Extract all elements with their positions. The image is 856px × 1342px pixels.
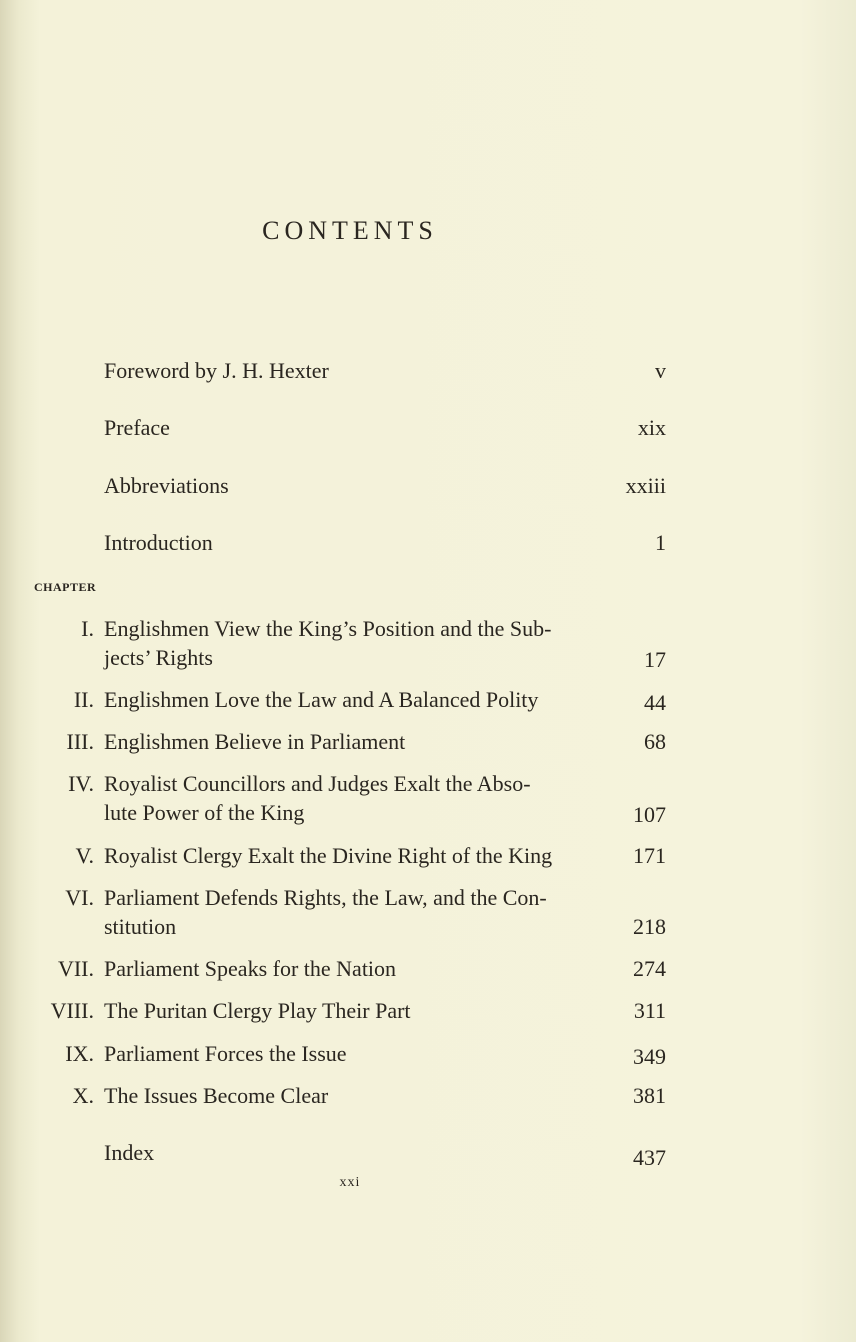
chapter-title-line1: The Puritan Clergy Play Their Part — [104, 998, 411, 1023]
toc-entry-label: Abbreviations — [104, 473, 229, 498]
toc-entry-label: Foreword by J. H. Hexter — [104, 358, 329, 383]
toc-entry-page: 437 — [633, 1145, 666, 1170]
chapter-page: 68 — [644, 729, 666, 754]
chapter-number: IX. — [65, 1041, 94, 1066]
chapter-number: V. — [75, 843, 94, 868]
chapter-page: 381 — [633, 1083, 666, 1108]
chapter-title-line2: jects’ Rights — [104, 645, 213, 670]
chapter-number: III. — [66, 729, 94, 754]
toc-entry-label: Preface — [104, 415, 170, 440]
chapter-title-line1: Parliament Forces the Issue — [104, 1041, 347, 1066]
chapter-title-line1: Englishmen Love the Law and A Balanced Polity — [104, 687, 539, 712]
chapter-page: 44 — [644, 690, 666, 715]
toc-entry-page: 1 — [655, 530, 666, 555]
chapter-title-line1: The Issues Become Clear — [104, 1083, 329, 1108]
chapter-page: 274 — [633, 956, 666, 981]
toc-entry-page: xix — [637, 415, 666, 440]
page-title: CONTENTS — [262, 216, 438, 245]
chapter-number: VII. — [57, 956, 94, 981]
toc-entry-page: v — [655, 358, 666, 383]
chapter-number: VIII. — [50, 998, 94, 1023]
toc-entry-label: Index — [104, 1140, 155, 1165]
chapter-number: VI. — [65, 885, 94, 910]
chapter-page: 171 — [633, 843, 666, 868]
chapter-title-line1: Parliament Defends Rights, the Law, and the Con- — [104, 885, 547, 910]
chapter-page: 311 — [633, 998, 666, 1023]
chapter-title-line1: Englishmen Believe in Parliament — [104, 729, 406, 754]
chapter-number: X. — [72, 1083, 94, 1108]
chapter-title-line2: lute Power of the King — [104, 800, 305, 825]
chapter-number: I. — [81, 616, 94, 641]
chapter-page: 349 — [633, 1044, 666, 1069]
chapter-title-line1: Royalist Clergy Exalt the Divine Right of the King — [104, 843, 553, 868]
chapter-page: 107 — [633, 802, 666, 827]
chapter-number: IV. — [68, 771, 94, 796]
chapter-number: II. — [73, 687, 94, 712]
chapter-title-line2: stitution — [104, 914, 177, 939]
chapter-title-line1: Englishmen View the King’s Position and the Sub- — [104, 616, 552, 641]
toc-entry-label: Introduction — [104, 530, 213, 555]
chapter-heading: CHAPTER — [34, 580, 97, 594]
chapter-page: 218 — [633, 914, 666, 939]
chapter-page: 17 — [644, 647, 666, 672]
toc-entry-page: xxiii — [625, 473, 666, 498]
page-folio: xxi — [339, 1175, 361, 1190]
chapter-title-line1: Parliament Speaks for the Nation — [104, 956, 397, 981]
chapter-title-line1: Royalist Councillors and Judges Exalt the Abso- — [104, 771, 531, 796]
